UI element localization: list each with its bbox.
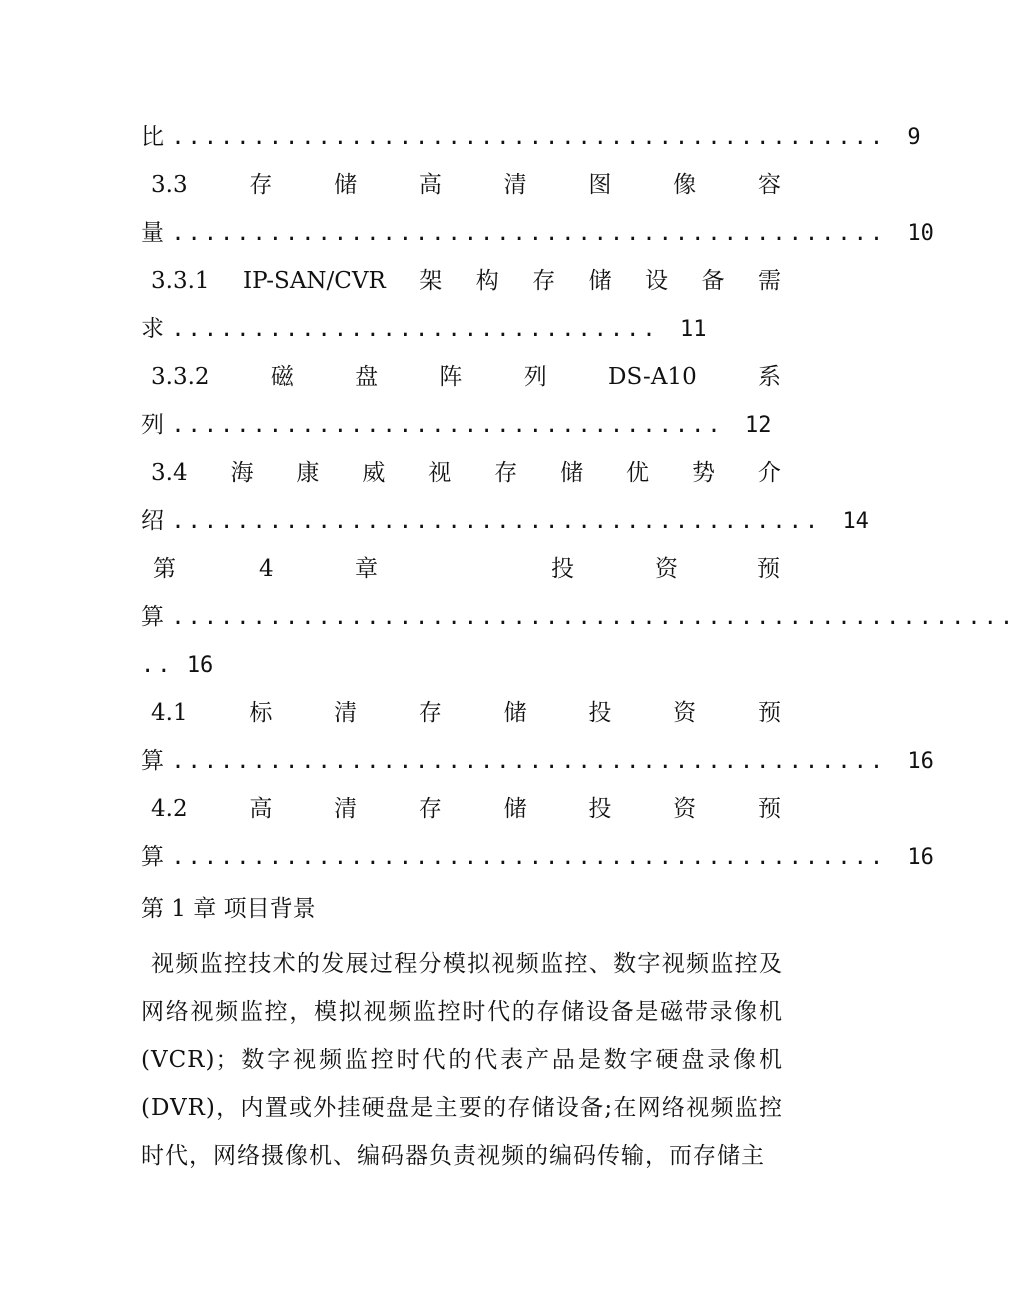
toc-entry-3-4[interactable]	[141, 458, 781, 488]
toc-title-char: 储	[503, 700, 527, 726]
toc-title-char: 标	[249, 700, 273, 726]
toc-title-char: 高	[418, 172, 442, 198]
toc-title-char: 设	[645, 268, 669, 294]
toc-title-term: DS-A10	[608, 364, 697, 390]
toc-leader-dots: ............................................	[171, 125, 887, 150]
toc-page-number: 9	[907, 125, 921, 150]
toc-chapter-number: 4	[259, 556, 274, 582]
toc-entry-continuation[interactable]	[141, 650, 781, 680]
toc-page-number: 11	[679, 317, 707, 342]
toc-title-char: 预	[757, 556, 780, 582]
toc-entry-lead-char: 量	[141, 220, 164, 246]
toc-section-number: 4.1	[151, 700, 188, 726]
toc-title-char: 康	[296, 460, 320, 486]
toc-entry-chapter-4[interactable]	[141, 554, 781, 584]
body-paragraph: 视频监控技术的发展过程分模拟视频监控、数字视频监控及网络视频监控，模拟视频监控时代的存储设备是磁带录像机(VCR)；数字视频监控时代的代表产品是数字硬盘录像机(DVR)，内置或外挂硬盘是主要的存储设备;在网络视频监控时代，网络摄像机、编码器负责视频的编码传输，而存储主	[141, 951, 783, 1169]
toc-leader-dots: ........................................	[171, 509, 822, 534]
toc-entry-3-3-1[interactable]	[141, 266, 781, 296]
toc-entry-lead-char: 绍	[141, 508, 164, 534]
toc-title-char: 需	[758, 268, 781, 294]
toc-section-number: 3.4	[151, 460, 188, 486]
toc-title-char: 储	[560, 460, 584, 486]
toc-title-char: 资	[673, 796, 697, 822]
toc-title-char: 储	[588, 268, 612, 294]
toc-title-char: 架	[419, 268, 443, 294]
toc-section-number: 4.2	[151, 796, 188, 822]
toc-leader-dots: ............................................	[171, 845, 887, 870]
toc-entry-3-3-2[interactable]	[141, 362, 781, 392]
toc-title-char: 海	[230, 460, 254, 486]
toc-page-number: 16	[907, 845, 934, 870]
toc-title-char: 介	[757, 460, 781, 486]
toc-leader-dots: ..............................	[171, 317, 659, 342]
toc-leader-dots: ....................................................	[171, 605, 1017, 630]
toc-title-char: 磁	[270, 364, 294, 390]
toc-title-char: 构	[475, 268, 499, 294]
chapter-heading: 第 1 章 项目背景	[141, 896, 316, 922]
toc-title-char: 存	[418, 796, 442, 822]
toc-title-char: 投	[588, 796, 612, 822]
toc-title-char: 存	[249, 172, 273, 198]
toc-page-number: 16	[907, 749, 934, 774]
toc-title-char: 预	[757, 700, 781, 726]
toc-leader-dots: ..	[141, 653, 174, 678]
toc-section-number: 3.3	[151, 172, 188, 198]
toc-title-char: 投	[588, 700, 612, 726]
toc-entry-continuation[interactable]	[141, 122, 921, 152]
toc-title-char: 清	[334, 700, 358, 726]
toc-leader-dots: ............................................	[171, 221, 887, 246]
toc-title-char: 势	[691, 460, 715, 486]
toc-entry-lead-char: 算	[141, 844, 164, 870]
toc-title-char: 列	[523, 364, 547, 390]
toc-title-char: 存	[532, 268, 556, 294]
toc-entry-lead-char: 求	[141, 316, 164, 342]
toc-title-char: 图	[588, 172, 612, 198]
toc-title-char: 阵	[439, 364, 463, 390]
toc-title-char: 储	[334, 172, 358, 198]
toc-entry-3-3[interactable]	[141, 170, 781, 200]
toc-title-char: 储	[503, 796, 527, 822]
toc-entry-lead-char: 算	[141, 604, 164, 630]
toc-entry-continuation[interactable]	[141, 410, 781, 440]
toc-title-char: 威	[362, 460, 386, 486]
toc-entry-lead-char: 算	[141, 748, 164, 774]
toc-title-char: 存	[418, 700, 442, 726]
toc-title-char: 预	[757, 796, 781, 822]
toc-entry-4-1[interactable]	[141, 698, 781, 728]
toc-title-char: 资	[655, 556, 678, 582]
toc-entry-continuation[interactable]	[141, 314, 781, 344]
toc-title-char: 资	[673, 700, 697, 726]
toc-page-number: 12	[744, 413, 772, 438]
toc-title-char: 系	[758, 364, 781, 390]
toc-title-char: 像	[673, 172, 697, 198]
toc-title-char: 备	[701, 268, 725, 294]
toc-chapter-char: 章	[355, 556, 378, 582]
toc-title-char: 清	[334, 796, 358, 822]
toc-title-char: 存	[494, 460, 518, 486]
toc-page-number: 14	[842, 509, 869, 534]
toc-leader-dots: ..................................	[171, 413, 724, 438]
toc-entry-continuation[interactable]	[141, 506, 869, 536]
toc-section-number: 3.3.1	[151, 268, 210, 294]
toc-title-char: 高	[249, 796, 273, 822]
toc-page-number: 10	[907, 221, 934, 246]
toc-title-char: 容	[757, 172, 781, 198]
toc-entry-continuation[interactable]	[141, 218, 934, 248]
toc-entry-continuation[interactable]	[141, 842, 934, 872]
toc-entry-continuation[interactable]	[141, 746, 934, 776]
toc-entry-4-2[interactable]	[141, 794, 781, 824]
toc-title-char: 清	[503, 172, 527, 198]
toc-entry-continuation[interactable]	[141, 602, 1017, 632]
toc-title-char: 投	[551, 556, 574, 582]
toc-entry-lead-char: 列	[141, 412, 164, 438]
toc-title-char: 盘	[355, 364, 379, 390]
toc-page-number: 16	[186, 653, 214, 678]
toc-title-term: IP-SAN/CVR	[242, 268, 386, 294]
toc-section-number: 3.3.2	[151, 364, 210, 390]
toc-title-char: 视	[428, 460, 452, 486]
toc-entry-lead-char: 比	[141, 124, 164, 150]
toc-leader-dots: ............................................	[171, 749, 887, 774]
toc-title-char: 优	[626, 460, 650, 486]
toc-chapter-char: 第	[153, 556, 176, 582]
